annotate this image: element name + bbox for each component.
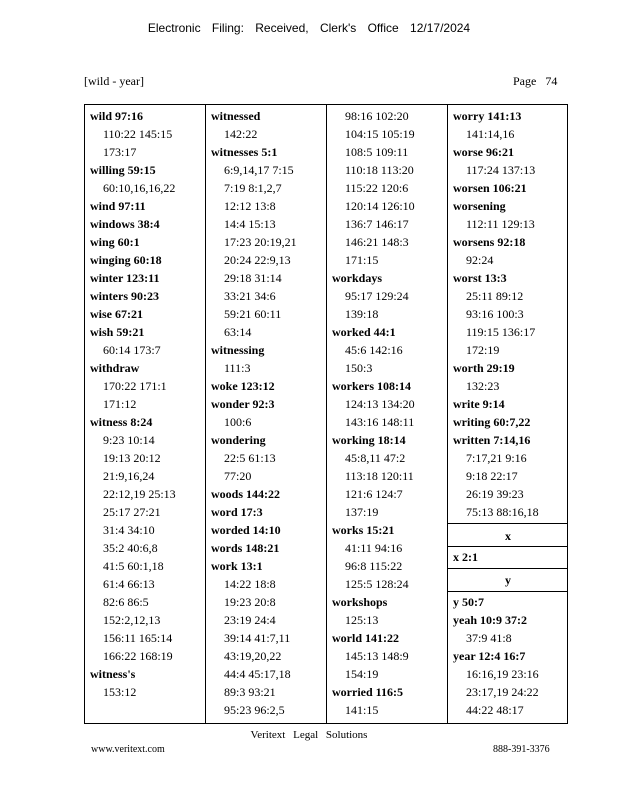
index-entry: yeah 10:9 37:2 [453, 613, 527, 627]
index-column-1 [85, 105, 206, 723]
index-column-2 [206, 105, 327, 723]
index-entry-continuation: 146:21 148:3 [345, 235, 409, 249]
index-entry-continuation: 7:17,21 9:16 [466, 451, 527, 465]
index-entry: wild 97:16 [90, 109, 144, 123]
section-divider [448, 568, 568, 569]
index-entry: witnessed [211, 109, 261, 123]
index-entry-continuation: 25:17 27:21 [103, 505, 161, 519]
index-entry: work 13:1 [211, 559, 263, 573]
index-entry-continuation: 59:21 60:11 [224, 307, 282, 321]
index-entry: worst 13:3 [453, 271, 507, 285]
index-entry-continuation: 152:2,12,13 [103, 613, 161, 627]
index-entry: woke 123:12 [211, 379, 275, 393]
index-entry-continuation: 19:23 20:8 [224, 595, 276, 609]
page-number: Page 74 [513, 74, 558, 88]
index-entry-continuation: 43:19,20,22 [224, 649, 282, 663]
footer-phone: 888-391-3376 [493, 744, 550, 755]
index-entry-continuation: 156:11 165:14 [103, 631, 173, 645]
index-entry-continuation: 120:14 126:10 [345, 199, 415, 213]
section-divider [448, 546, 568, 547]
index-entry-continuation: 41:5 60:1,18 [103, 559, 164, 573]
index-entry-continuation: 7:19 8:1,2,7 [224, 181, 282, 195]
section-divider [448, 591, 568, 592]
index-entry: worsen 106:21 [453, 181, 527, 195]
index-entry: witnessing [211, 343, 265, 357]
index-entry-continuation: 41:11 94:16 [345, 541, 403, 555]
index-entry: winter 123:11 [90, 271, 160, 285]
footer-company: Veritext Legal Solutions [250, 729, 368, 741]
section-letter: x [505, 529, 511, 543]
index-entry-continuation: 16:16,19 23:16 [466, 667, 539, 681]
index-entry-continuation: 17:23 20:19,21 [224, 235, 297, 249]
index-entry-continuation: 170:22 171:1 [103, 379, 167, 393]
index-entry: words 148:21 [211, 541, 280, 555]
index-column-4 [448, 105, 568, 723]
section-divider [448, 523, 568, 524]
index-entry: worked 44:1 [332, 325, 396, 339]
filing-stamp: Electronic Filing: Received, Clerk's Office 12/17/2024 [147, 21, 471, 35]
index-entry-continuation: 171:12 [103, 397, 137, 411]
index-entry-continuation: 45:8,11 47:2 [345, 451, 406, 465]
index-entry-continuation: 9:23 10:14 [103, 433, 155, 447]
index-entry-continuation: 145:13 148:9 [345, 649, 409, 663]
index-entry-continuation: 37:9 41:8 [466, 631, 512, 645]
index-entry: works 15:21 [332, 523, 395, 537]
index-entry-continuation: 44:4 45:17,18 [224, 667, 291, 681]
index-entry: witness 8:24 [90, 415, 153, 429]
section-letter: y [505, 573, 511, 587]
index-entry-continuation: 61:4 66:13 [103, 577, 155, 591]
index-entry-continuation: 45:6 142:16 [345, 343, 403, 357]
index-entry-continuation: 23:17,19 24:22 [466, 685, 539, 699]
index-entry: wondering [211, 433, 266, 447]
index-entry-continuation: 26:19 39:23 [466, 487, 524, 501]
index-entry: worsens 92:18 [453, 235, 526, 249]
index-entry-continuation: 142:22 [224, 127, 258, 141]
index-entry: wind 97:11 [90, 199, 146, 213]
index-entry-continuation: 60:14 173:7 [103, 343, 161, 357]
index-entry-continuation: 141:15 [345, 703, 379, 717]
index-entry: word 17:3 [211, 505, 263, 519]
index-entry-continuation: 6:9,14,17 7:15 [224, 163, 294, 177]
index-entry-continuation: 96:8 115:22 [345, 559, 403, 573]
index-entry: workshops [332, 595, 388, 609]
index-entry-continuation: 35:2 40:6,8 [103, 541, 158, 555]
index-entry: workdays [332, 271, 383, 285]
index-entry-continuation: 108:5 109:11 [345, 145, 409, 159]
index-entry-continuation: 125:5 128:24 [345, 577, 409, 591]
index-entry: workers 108:14 [332, 379, 411, 393]
index-entry-continuation: 150:3 [345, 361, 373, 375]
index-entry-continuation: 173:17 [103, 145, 137, 159]
index-entry: wise 67:21 [90, 307, 143, 321]
word-index-table [84, 104, 568, 724]
index-entry: x 2:1 [453, 550, 478, 564]
index-entry-continuation: 113:18 120:11 [345, 469, 414, 483]
index-entry-continuation: 22:12,19 25:13 [103, 487, 176, 501]
index-entry: winters 90:23 [90, 289, 159, 303]
index-entry: written 7:14,16 [453, 433, 531, 447]
index-entry: y 50:7 [453, 595, 484, 609]
index-entry-continuation: 22:5 61:13 [224, 451, 276, 465]
index-entry: writing 60:7,22 [453, 415, 531, 429]
index-entry-continuation: 12:12 13:8 [224, 199, 276, 213]
index-entry-continuation: 119:15 136:17 [466, 325, 536, 339]
index-entry-continuation: 132:23 [466, 379, 500, 393]
index-entry-continuation: 104:15 105:19 [345, 127, 415, 141]
index-entry-continuation: 93:16 100:3 [466, 307, 524, 321]
index-entry-continuation: 9:18 22:17 [466, 469, 518, 483]
index-entry-continuation: 21:9,16,24 [103, 469, 155, 483]
index-entry-continuation: 139:18 [345, 307, 379, 321]
index-entry-continuation: 89:3 93:21 [224, 685, 276, 699]
index-entry: windows 38:4 [90, 217, 160, 231]
index-entry-continuation: 19:13 20:12 [103, 451, 161, 465]
index-entry: worth 29:19 [453, 361, 515, 375]
index-entry-continuation: 137:19 [345, 505, 379, 519]
index-entry-continuation: 124:13 134:20 [345, 397, 415, 411]
index-entry-continuation: 154:19 [345, 667, 379, 681]
index-entry: withdraw [90, 361, 140, 375]
index-entry-continuation: 75:13 88:16,18 [466, 505, 539, 519]
index-entry-continuation: 166:22 168:19 [103, 649, 173, 663]
index-entry-continuation: 20:24 22:9,13 [224, 253, 291, 267]
index-entry-continuation: 111:3 [224, 361, 251, 375]
index-entry-continuation: 82:6 86:5 [103, 595, 149, 609]
index-entry-continuation: 100:6 [224, 415, 252, 429]
index-entry-continuation: 110:18 113:20 [345, 163, 414, 177]
index-entry-continuation: 39:14 41:7,11 [224, 631, 291, 645]
index-entry-continuation: 110:22 145:15 [103, 127, 173, 141]
index-entry-continuation: 153:12 [103, 685, 137, 699]
index-entry-continuation: 121:6 124:7 [345, 487, 403, 501]
index-entry-continuation: 60:10,16,16,22 [103, 181, 176, 195]
index-entry: willing 59:15 [90, 163, 156, 177]
index-entry-continuation: 143:16 148:11 [345, 415, 415, 429]
index-entry-continuation: 25:11 89:12 [466, 289, 524, 303]
index-entry: wing 60:1 [90, 235, 140, 249]
index-entry-continuation: 77:20 [224, 469, 252, 483]
index-entry-continuation: 92:24 [466, 253, 494, 267]
index-entry-continuation: 172:19 [466, 343, 500, 357]
index-entry-continuation: 31:4 34:10 [103, 523, 155, 537]
footer-website: www.veritext.com [91, 744, 165, 755]
index-entry-continuation: 44:22 48:17 [466, 703, 524, 717]
index-entry-continuation: 115:22 120:6 [345, 181, 409, 195]
index-entry: winging 60:18 [90, 253, 162, 267]
index-entry-continuation: 141:14,16 [466, 127, 515, 141]
index-range: [wild - year] [84, 74, 144, 88]
index-entry: woods 144:22 [211, 487, 281, 501]
index-entry-continuation: 63:14 [224, 325, 252, 339]
index-entry: worsening [453, 199, 506, 213]
index-entry: worried 116:5 [332, 685, 403, 699]
index-entry-continuation: 95:23 96:2,5 [224, 703, 285, 717]
index-entry-continuation: 29:18 31:14 [224, 271, 282, 285]
index-entry-continuation: 112:11 129:13 [466, 217, 535, 231]
index-entry-continuation: 33:21 34:6 [224, 289, 276, 303]
index-entry: wonder 92:3 [211, 397, 275, 411]
index-entry-continuation: 125:13 [345, 613, 379, 627]
index-entry-continuation: 95:17 129:24 [345, 289, 409, 303]
index-entry: year 12:4 16:7 [453, 649, 526, 663]
index-entry-continuation: 23:19 24:4 [224, 613, 276, 627]
index-entry: wish 59:21 [90, 325, 145, 339]
index-entry: worded 14:10 [211, 523, 281, 537]
index-entry-continuation: 171:15 [345, 253, 379, 267]
index-entry: witness's [90, 667, 136, 681]
index-entry: worse 96:21 [453, 145, 514, 159]
index-entry-continuation: 14:4 15:13 [224, 217, 276, 231]
index-entry-continuation: 136:7 146:17 [345, 217, 409, 231]
index-column-3 [327, 105, 448, 723]
index-entry: worry 141:13 [453, 109, 522, 123]
index-entry: witnesses 5:1 [211, 145, 278, 159]
index-entry-continuation: 98:16 102:20 [345, 109, 409, 123]
index-entry: write 9:14 [453, 397, 505, 411]
index-entry-continuation: 14:22 18:8 [224, 577, 276, 591]
index-entry: world 141:22 [332, 631, 399, 645]
index-entry-continuation: 117:24 137:13 [466, 163, 536, 177]
index-entry: working 18:14 [332, 433, 406, 447]
